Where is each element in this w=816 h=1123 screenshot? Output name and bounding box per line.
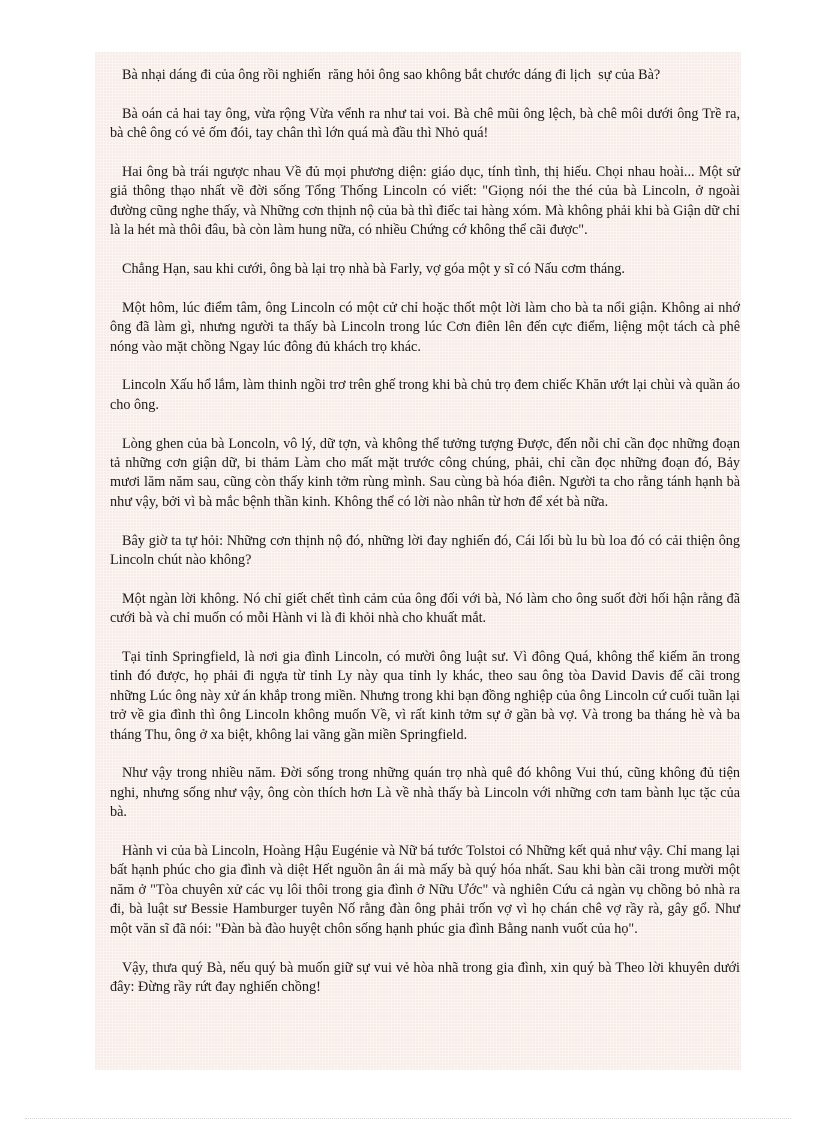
paragraph-1: Bà nhại dáng đi của ông rồi nghiến răng hỏi ông sao không bắt chước dáng đi lịch sự của Bà? <box>122 67 661 83</box>
paragraph-4: Chẳng Hạn, sau khi cưới, ông bà lại trọ nhà bà Farly, vợ góa một y sĩ có Nấu cơm tháng. <box>122 261 625 278</box>
paragraph-6: Lincoln Xấu hổ lắm, làm thinh ngồi trơ trên ghế trong khi bà chủ trọ đem chiếc Khăn ướt lại chùi và quần áo cho ông. <box>110 377 744 413</box>
paragraph-5: Một hôm, lúc điểm tâm, ông Lincoln có một cử chỉ hoặc thốt một lời làm cho bà ta nổi giận. Không ai nhớ ông đã làm gì, nhưng người ta thấy bà Lincoln trong lúc Cơn điên lên đến cực điểm, liệng một tách cà phê nóng vào mặt chồng Ngay lúc đông đủ khách trọ khác. <box>110 299 744 355</box>
paragraph-8: Bây giờ ta tự hỏi: Những cơn thịnh nộ đó, những lời đay nghiến đó, Cái lối bù lu bù loa đó có cải thiện ông Lincoln chút nào không? <box>110 532 744 569</box>
paragraph-7: Lòng ghen của bà Loncoln, vô lý, dữ tợn, và không thể tưởng tượng Được, đến nỗi chỉ cần đọc những đoạn tả những cơn giận dữ, bi thảm Làm cho mất mặt trước công chúng, phải, chỉ cần đọc những đoạn đó, Bảy mươi lăm năm sau, cũng còn thấy kinh tởm rùng mình. Sau cùng bà hóa điên. Người ta cho rằng tánh hạnh bà như vậy, bởi vì bà mắc bệnh thần kinh. Không thể có lời nào nhân từ hơn để xét bà nữa. <box>110 435 744 510</box>
paragraph-2: Bà oán cả hai tay ông, vừa rộng Vừa vểnh ra như tai voi. Bà chê mũi ông lệch, bà chê môi dưới ông Trề ra, bà chê ông có vẻ ốm đói, tay chân thì lớn quá mà đầu thì Nhỏ quá! <box>110 105 744 142</box>
paragraph-3: Hai ông bà trái ngược nhau Về đủ mọi phương diện: giáo dục, tính tình, thị hiếu. Chọi nhau hoài... Một sử giả thông thạo nhất về đời sống Tổng Thống Lincoln có viết: "Giọng nói the thé của bà Lincoln, ở ngoài đường cũng nghe thấy, và Những cơn thịnh nộ của bà thì điếc tai hàng xóm. Mà không phải khi bà Giận dữ chỉ là la hét mà thôi đâu, bà còn làm hung nữa, có nhiều Chứng cớ không thể cãi được". <box>110 164 744 239</box>
paragraph-10: Tại tỉnh Springfield, là nơi gia đình Lincoln, có mười ông luật sư. Vì đông Quá, không thể kiếm ăn trong tỉnh đó được, họ phải đi ngựa từ tỉnh Ly này qua tỉnh ly khác, theo sau ông tòa David Davis để cãi trong những Lúc ông này xử án khắp trong miền. Nhưng trong khi bạn đồng nghiệp của ông Lincoln cứ cuối tuần lại trở về gia đình thì ông Lincoln không muốn Về, vì rất kinh tởm sự ở gần bà vợ. Và trong ba tháng hè và ba tháng Thu, ông ở xa biệt, không lai vãng gần miền Springfield. <box>110 649 744 743</box>
paragraph-11: Như vậy trong nhiều năm. Đời sống trong những quán trọ nhà quê đó không Vui thú, cũng không đủ tiện nghi, nhưng sống như vậy, ông còn thích hơn Là về nhà thấy bà Lincoln với những cơn tam bành lục tặc của bà. <box>110 765 744 821</box>
paragraph-12: Hành vi của bà Lincoln, Hoàng Hậu Eugénie và Nữ bá tước Tolstoi có Những kết quả như vậy. Chỉ mang lại bất hạnh phúc cho gia đình và diệt Hết nguồn ân ái mà mấy bà quý hóa nhất. Sau khi bàn cãi trong mười một năm ở "Tòa chuyên xử các vụ lôi thôi trong gia đình ở Nữu Ước" và nghiên Cứu cả ngàn vụ chồng bỏ nhà ra đi, bà luật sư Bessie Hamburger tuyên Nố rằng đàn ông phải trốn vợ vì họ chán chê vợ rầy rà, gây gổ. Như một văn sĩ đã nói: "Đàn bà đào huyệt chôn sống hạnh phúc gia đình Bằng nanh vuốt của họ". <box>110 843 744 937</box>
paragraph-9: Một ngàn lời không. Nó chỉ giết chết tình cảm của ông đối với bà, Nó làm cho ông suốt đời hối hận rằng đã cưới bà và chỉ muốn có mỗi Hành vi là đi khỏi nhà cho khuất mắt. <box>110 590 744 627</box>
document-body <box>110 66 744 1017</box>
page-bottom-divider <box>25 1118 791 1119</box>
paragraph-13: Vậy, thưa quý Bà, nếu quý bà muốn giữ sự vui vẻ hòa nhã trong gia đình, xin quý bà Theo lời khuyên dưới đây: Đừng rầy rứt đay nghiến chồng! <box>110 959 744 995</box>
